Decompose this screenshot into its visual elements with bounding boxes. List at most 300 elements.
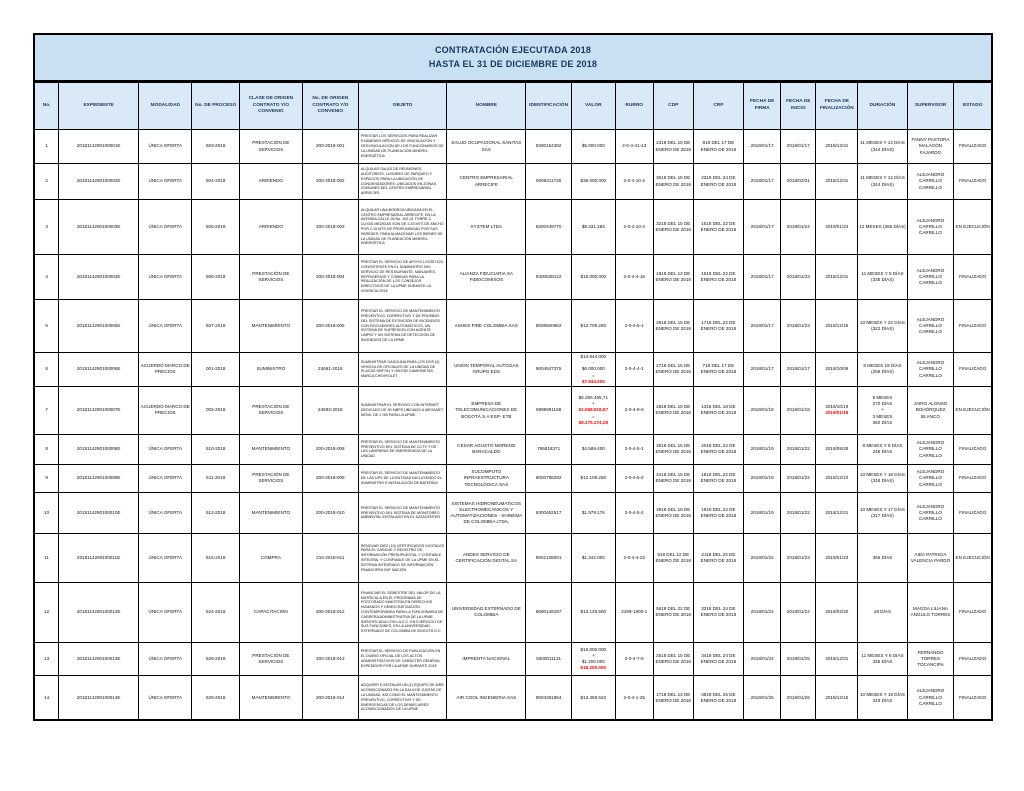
cell-origen: 24661-2018 xyxy=(302,353,358,387)
cell-firma: 2018/01/19 xyxy=(744,464,781,492)
cell-duracion: 10 MESES Y 22 DÍAS (322 DÍAS) xyxy=(858,300,907,353)
cell-clase: ARRIENDO xyxy=(239,164,302,200)
cell-origen: 200-2018-003 xyxy=(302,200,358,255)
cell-modalidad: ÚNICA OFERTA xyxy=(139,582,192,642)
cell-estado: EN EJECUCIÓN xyxy=(954,200,992,255)
cell-expediente: 2018114290100011E xyxy=(59,533,139,582)
cell-inicio: 2018/01/17 xyxy=(781,130,816,164)
cell-cdp: 3918 DEL 16 DE ENERO DE 2018 xyxy=(653,492,693,533)
cell-inicio: 2018/01/26 xyxy=(781,675,816,720)
cell-modalidad: ÚNICA OFERTA xyxy=(139,300,192,353)
cell-fin: 2018/12/10 xyxy=(816,464,858,492)
cell-modalidad: ACUERDO MARCO DE PRECIOS xyxy=(139,386,192,434)
cell-crp: 2318 DEL 24 DE ENERO DE 2018 xyxy=(693,164,743,200)
cell-firma: 2018/01/22 xyxy=(744,533,781,582)
cell-duracion: 8 MESES 19 DÍAS (259 DÍAS) xyxy=(858,353,907,387)
cell-firma: 2018/01/18 xyxy=(744,386,781,434)
cell-supervisor: FANNY PASTORA MALAGÓN FAJARDO xyxy=(907,130,954,164)
cell-nombre: CENTRO EMPRESARIAL ARRECIFE xyxy=(447,164,526,200)
cell-expediente: 2018114290100002E xyxy=(59,164,139,200)
cell-inicio: 2018/01/18 xyxy=(781,386,816,434)
cell-inicio: 2018/01/25 xyxy=(781,642,816,675)
cell-objeto: ALQUILAR SALAS DE REUNIONES, AUDITORIOS, LUGARES DE PARQUEO Y ESPACIOS PARA LA UBICACIÓN DE CONDENSADORES, UBICADOS EN ZONAS COMUNES DEL CENTRO EMPRESARIAL ARRECIFE. xyxy=(358,164,446,200)
cell-valor: $36.000.000 xyxy=(571,164,615,200)
cell-firma: 2018/01/25 xyxy=(744,675,781,720)
cell-valor: $4.589.400 xyxy=(571,434,615,464)
cell-valor: $5.000.000 xyxy=(571,130,615,164)
cell-firma: 2018/01/19 xyxy=(744,492,781,533)
cell-estado: EN EJECUCIÓN xyxy=(954,533,992,582)
cell-nombre: CESAR AGUSTO MORENO BARACALDO xyxy=(447,434,526,464)
cell-rubro: 2199-1900-1 xyxy=(615,582,653,642)
cell-valor: $16.000.000 + $1.200.000 $18.200.000 xyxy=(571,642,615,675)
cell-origen: 200-2018-005 xyxy=(302,300,358,353)
cell-clase: PRESTACIÓN DE SERVICIOS xyxy=(239,642,302,675)
contracts-report xyxy=(33,33,993,721)
cell-crp: 1618 DEL 22 DE ENERO DE 2018 xyxy=(693,255,743,300)
cell-identificacion: 9004547375 xyxy=(526,353,572,387)
cell-inicio: 2018/02/01 xyxy=(781,164,816,200)
cell-objeto: PRESTAR EL SERVICIO DE MANTENIMIENTO DE LAS UPS DE LA ENTIDAD INCLUYENDO EL SUMINISTRO E INSTALACIÓN DE BATERÍAS xyxy=(358,464,446,492)
cell-modalidad: ÚNICA OFERTA xyxy=(139,434,192,464)
column-header-inicio: FECHA DE INICIO xyxy=(781,82,816,130)
cell-rubro: 2-0-4-4-1 xyxy=(615,353,653,387)
cell-rubro: 2-0-4-5-1 xyxy=(615,300,653,353)
cell-crp: 1518 DEL 22 DE ENERO DE 2018 xyxy=(693,200,743,255)
cell-objeto: PRESTAR LOS SERVICIOS PARA REALIZAR EXÁMENES MÉDICOS DE VINCULACIÓN Y DESVINCULACIÓN DE LOS FUNCIONARIOS DE LA UNIDAD DE PLANEACIÓN MINERO-ENERGÉTICA xyxy=(358,130,446,164)
table-row xyxy=(34,492,992,533)
cell-supervisor: ALEJANDRO CARRILLO CARRILLO xyxy=(907,255,954,300)
cell-identificacion: 8300449770 xyxy=(526,200,572,255)
table-header xyxy=(34,82,992,130)
cell-no: 9 xyxy=(34,464,59,492)
column-header-crp: CRP xyxy=(693,82,743,130)
cell-cdp: 3418 DEL 15 DE ENERO DE 2018 xyxy=(653,464,693,492)
cell-no: 12 xyxy=(34,582,59,642)
cell-firma: 2018/01/17 xyxy=(744,255,781,300)
cell-estado: FINALIZADO xyxy=(954,675,992,720)
cell-no: 8 xyxy=(34,434,59,464)
column-header-duracion: DURACIÓN xyxy=(858,82,907,130)
cell-duracion: 11 MESES Y 5 DÍAS (335 DÍAS) xyxy=(858,255,907,300)
cell-cdp: 2718 DEL 15 DE ENERO DE 2018 xyxy=(653,353,693,387)
cell-duracion: 11 MESES Y 14 DÍAS (344 DÍAS) xyxy=(858,130,907,164)
cell-objeto: PRESTAR EL SERVICIO DE MANTENIMIENTO PREVENTIVO DEL SISTEMA DE CCTV Y DE LAS LÁMPARAS DE EMERGENCIA DE LA UNIDAD xyxy=(358,434,446,464)
cell-no: 11 xyxy=(34,533,59,582)
cell-valor: $13.944.000 - $6.000.000 = $7.944.000 xyxy=(571,353,615,387)
cell-expediente: 2018114290100003E xyxy=(59,200,139,255)
column-header-origen: No. DE ORIGEN CONTRATO Y/O CONVENIO xyxy=(302,82,358,130)
table-row xyxy=(34,386,992,434)
table-row xyxy=(34,434,992,464)
cell-expediente: 2018114290100005E xyxy=(59,300,139,353)
cell-proceso: 507-2018 xyxy=(192,300,240,353)
cell-nombre: ALIANZA FIDUCIARIA SA FIDEICOMISOS xyxy=(447,255,526,300)
table-row xyxy=(34,675,992,720)
cell-rubro: 2-0-4-1-25 xyxy=(615,675,653,720)
cell-modalidad: ÚNICA OFERTA xyxy=(139,492,192,533)
cell-duracion: 10 MESES Y 17 DÍAS (317 DÍAS) xyxy=(858,492,907,533)
cell-estado: FINALIZADO xyxy=(954,434,992,464)
column-header-rubro: RUBRO xyxy=(615,82,653,130)
cell-estado: FINALIZADO xyxy=(954,353,992,387)
cell-rubro: 2-0-4-5-2 xyxy=(615,464,653,492)
cell-expediente: 2018114290100001E xyxy=(59,130,139,164)
cell-modalidad: ÚNICA OFERTA xyxy=(139,164,192,200)
cell-crp: 1318 DEL 18 DE ENERO DE 2018 xyxy=(693,386,743,434)
cell-valor: $12.108.250 xyxy=(571,464,615,492)
cell-proceso: 002-2018 xyxy=(192,386,240,434)
cell-fin: 2018/02/20 xyxy=(816,582,858,642)
cell-fin: 2018/12/31 xyxy=(816,164,858,200)
cell-rubro: 2-0-4-4-18 xyxy=(615,255,653,300)
cell-proceso: 511-2018 xyxy=(192,464,240,492)
cell-nombre: EMPRESA DE TELECOMUNICACIONES DE BOGOTÁ S.A ESP- ETB xyxy=(447,386,526,434)
cell-fin: 2018/12/31 xyxy=(816,642,858,675)
cell-no: 5 xyxy=(34,300,59,353)
cell-identificacion: 8300154392 xyxy=(526,130,572,164)
cell-supervisor: ALEJANDRO CARRILLO CARRILLO xyxy=(907,434,954,464)
cell-proceso: 505-2018 xyxy=(192,200,240,255)
cell-inicio: 2018/01/22 xyxy=(781,464,816,492)
column-header-firma: FECHA DE FIRMA xyxy=(744,82,781,130)
cell-crp: 1718 DEL 22 DE ENERO DE 2018 xyxy=(693,300,743,353)
cell-proceso: 506-2018 xyxy=(192,255,240,300)
cell-modalidad: ÚNICA OFERTA xyxy=(139,255,192,300)
cell-inicio: 2018/01/22 xyxy=(781,434,816,464)
cell-fin: 2018/10/06 xyxy=(816,353,858,387)
cell-no: 14 xyxy=(34,675,59,720)
cell-origen: 200-2018-013 xyxy=(302,642,358,675)
column-header-valor: VALOR xyxy=(571,82,615,130)
cell-clase: MANTENIMIENTO xyxy=(239,675,302,720)
cell-cdp: 2318 DEL 15 DE ENERO DE 2018 xyxy=(653,130,693,164)
cell-crp: 1818 DEL 22 DE ENERO DE 2018 xyxy=(693,464,743,492)
cell-identificacion: 8300462517 xyxy=(526,492,572,533)
cell-duracion: 11 MESES Y 14 DÍAS (344 DÍAS) xyxy=(858,164,907,200)
cell-modalidad: ÚNICA OFERTA xyxy=(139,464,192,492)
cell-rubro: 2-0-4-41-13 xyxy=(615,130,653,164)
cell-cdp: 1718 DEL 13 DE ENERO DE 2018 xyxy=(653,675,693,720)
cell-firma: 2018/01/17 xyxy=(744,200,781,255)
cell-fin: 2019/01/24 xyxy=(816,200,858,255)
column-header-proceso: No. DE PROCESO xyxy=(192,82,240,130)
cell-supervisor: ALEJANDRO CARRILLO CARRILLO xyxy=(907,300,954,353)
cell-no: 3 xyxy=(34,200,59,255)
cell-cdp: 918 DEL 12 DE ENERO DE 2018 xyxy=(653,533,693,582)
cell-supervisor: ALEJANDRO CARRILLO CARRILLO xyxy=(907,464,954,492)
cell-nombre: UNIÓN TEMPORAL AUTOGAS GRUPO EDS xyxy=(447,353,526,387)
cell-no: 4 xyxy=(34,255,59,300)
cell-clase: PRESTACIÓN DE SERVICIOS xyxy=(239,386,302,434)
cell-clase: SUMINISTRO xyxy=(239,353,302,387)
table-row xyxy=(34,353,992,387)
cell-supervisor: ALEJANDRO CARRILLO CARRILLO xyxy=(907,164,954,200)
cell-crp: 818 DEL 17 DE ENERO DE 2018 xyxy=(693,130,743,164)
cell-modalidad: ACUERDO MARCO DE PRECIOS xyxy=(139,353,192,387)
cell-identificacion: 8600149187 xyxy=(526,582,572,642)
cell-identificacion: 8000798292 xyxy=(526,464,572,492)
cell-nombre: SUCOMPUTO INFRAESTRUCTURA TECNOLÓGICA SAS xyxy=(447,464,526,492)
cell-identificacion: 795918371 xyxy=(526,434,572,464)
cell-origen: 200-2018-012 xyxy=(302,582,358,642)
cell-duracion: 8 MESES Y 6 DÍAS 246 DÍAS xyxy=(858,434,907,464)
report-title-line1: CONTRATACIÓN EJECUTADA 2018 xyxy=(434,45,592,55)
cell-supervisor: ALEJANDRO CARRILLO CARRILLO xyxy=(907,200,954,255)
column-header-modalidad: MODALIDAD xyxy=(139,82,192,130)
cell-clase: MANTENIMIENTO xyxy=(239,434,302,464)
cell-firma: 2018/01/19 xyxy=(744,434,781,464)
cell-cdp: 5618 DEL 22 DE ENERO DE 2018 xyxy=(653,582,693,642)
cell-valor: $12.709.280 xyxy=(571,300,615,353)
cell-inicio: 2018/01/23 xyxy=(781,300,816,353)
column-header-nombre: NOMBRE xyxy=(447,82,526,130)
cell-objeto: ALQUILAR UNA BODEGA UBICADA EN EL CENTRO EMPRESARIAL ARRECIFE, EN LA AVENIDA CALLE 26 No. 102-01 TORRE 2, CUYAS MEDIDAS SON DE 2.25 MTS DE ANCHO POR 2.15 MTS DE PROFUNDIDAD POR SUS PAREDES, PARA ALMACENAR LOS BIENES DE LA UNIDAD DE PLANEACIÓN MINERO-ENERGÉTICA xyxy=(358,200,446,255)
cell-fin: 2018/12/15 xyxy=(816,675,858,720)
cell-nombre: AIR COOL INGENIERIA SAS xyxy=(447,675,526,720)
cell-objeto: ADQUIRIR E INSTALAR UN (1) EQUIPO DE AIRE ACONDICIONADO EN LA SALA DE JUNTAS DE LA UNIDAD, ASÍ COMO EL MANTENIMIENTO PREVENTIVO, CORRECTIVO Y DE EMERGENCIAS DE LOS DEMÁS AIRES ACONDICIONADOS DE LA UPME xyxy=(358,675,446,720)
cell-estado: FINALIZADO xyxy=(954,464,992,492)
cell-clase: PRESTACIÓN DE SERVICIOS xyxy=(239,130,302,164)
column-header-supervisor: SUPERVISOR xyxy=(907,82,954,130)
cell-expediente: 2018114290100010E xyxy=(59,492,139,533)
cell-rubro: 2-0-4-5-2 xyxy=(615,492,653,533)
cell-valor: $6.306.455,71 + $1.068.818,57 = $8.375.274,28 xyxy=(571,386,615,434)
cell-identificacion: 8300011131 xyxy=(526,642,572,675)
cell-clase: MANTENIMIENTO xyxy=(239,300,302,353)
cell-clase: COMPRA xyxy=(239,533,302,582)
cell-objeto: SUMINISTRAR EL SERVICIO CON INTERNET DEDICADO DE 30 MBPS UBICADO A MEGANET MÓVIL DE 2 GB PARA LA UPME xyxy=(358,386,446,434)
cell-proceso: 001-2018 xyxy=(192,353,240,387)
cell-crp: 2118 DEL 23 DE ENERO DE 2018 xyxy=(693,533,743,582)
cell-crp: 3418 DEL 24 DE ENERO DE 2018 xyxy=(693,642,743,675)
cell-expediente: 2018114290100012E xyxy=(59,582,139,642)
cell-supervisor: AIDA PATRICIA VALENCIA PARDO xyxy=(907,533,954,582)
cell-duracion: 28 DÍAS xyxy=(858,582,907,642)
cell-proceso: 503-2018 xyxy=(192,130,240,164)
cell-expediente: 2018114290100006E xyxy=(59,353,139,387)
cell-duracion: 9 MESES 270 DÍAS + 3 MESES 360 DÍAS xyxy=(858,386,907,434)
table-body xyxy=(34,130,992,721)
table-row xyxy=(34,642,992,675)
cell-estado: EN EJECUCIÓN xyxy=(954,386,992,434)
cell-fin: 2018/10/19 2019/01/19 xyxy=(816,386,858,434)
cell-fin: 2018/12/31 xyxy=(816,492,858,533)
column-header-cdp: CDP xyxy=(653,82,693,130)
cell-rubro: 2-0-4-7-6 xyxy=(615,642,653,675)
cell-objeto: FINANCIAR EL SEMESTRE DEL VALOR DE LA MATRÍCULA EN EL PROGRAMA DE POSTGRADO MAESTRÍA EN DERECHOS HUMANOS Y DEMOCRATIZACIÓN CONTEMPORÁNEA PARA LA FUNCIONARIA DE CARRERA ADMINISTRATIVA DE LA UPME, IDENTIFICADA CON LA C.C. EN EJERCICIO DE SUS FUNCIONES, EN LA UNIVERSIDAD EXTERNADO DE COLOMBIA DE BOGOTÁ D.C. xyxy=(358,582,446,642)
cell-nombre: UNIVERSIDAD EXTERNADO DE COLOMBIA xyxy=(447,582,526,642)
cell-origen: 200-2018-010 xyxy=(302,492,358,533)
cell-fin: 2018/12/31 xyxy=(816,255,858,300)
cell-fin: 2018/09/28 xyxy=(816,434,858,464)
cell-supervisor: ALEJANDRO CARRILLO CARRILLO xyxy=(907,353,954,387)
cell-cdp: 3218 DEL 15 DE ENERO DE 2018 xyxy=(653,200,693,255)
cell-estado: FINALIZADO xyxy=(954,130,992,164)
cell-origen: 200-2018-002 xyxy=(302,164,358,200)
cell-duracion: 10 MESES Y 18 DÍAS (318 DÍAS) xyxy=(858,464,907,492)
cell-inicio: 2018/01/22 xyxy=(781,492,816,533)
header-row xyxy=(34,82,992,130)
cell-clase: CAPACITACIÓN xyxy=(239,582,302,642)
cell-expediente: 2018114290100007E xyxy=(59,386,139,434)
cell-firma: 2018/01/17 xyxy=(744,300,781,353)
cell-nombre: ASHES FIRE COLOMBIA SAS xyxy=(447,300,526,353)
cell-no: 1 xyxy=(34,130,59,164)
cell-supervisor: MAGDA LILIANA ANGULO TORRES xyxy=(907,582,954,642)
cell-inicio: 2018/01/23 xyxy=(781,533,816,582)
cell-rubro: 2-0-4-8-6 xyxy=(615,386,653,434)
cell-origen: 200-2018-004 xyxy=(302,255,358,300)
cell-identificacion: 8999991158 xyxy=(526,386,572,434)
cell-cdp: 3018 DEL 15 DE ENERO DE 2018 xyxy=(653,164,693,200)
column-header-objeto: OBJETO xyxy=(358,82,446,130)
cell-duracion: 12 MESES (365 DÍAS) xyxy=(858,200,907,255)
cell-duracion: 365 DÍAS xyxy=(858,533,907,582)
cell-supervisor: ALEJANDRO CARRILLO CARRILLO xyxy=(907,675,954,720)
cell-objeto: RENOVAR DIEZ (10) CERTIFICADOS DIGITALES PARA EL CARGUE Y REGISTRO DE INFORMACIÓN PRESUPUESTAL Y CONTABLE INTEGRAL Y CONFIABLE DE LA UPME EN EL SISTEMA INTEGRADO DE INFORMACIÓN FINANCIERA SIIF NACIÓN xyxy=(358,533,446,582)
table-row xyxy=(34,300,992,353)
cell-proceso: 524-2018 xyxy=(192,582,240,642)
cell-origen: 200-2018-014 xyxy=(302,675,358,720)
cell-expediente: 2018114290100014E xyxy=(59,675,139,720)
cell-origen: 200-2018-009 xyxy=(302,464,358,492)
cell-objeto: PRESTAR EL SERVICIO DE APOYO LOGÍSTICO CONSISTENTE EN EL SUMINISTRO DEL SERVICIO DE RESTAURANTE, MANJARES, REFRIGERIOS Y COMIDAS PARA LA REALIZACIÓN DE LOS CONSEJOS DIRECTIVOS DE LA UPME DURANTE LA VIGENCIA 2018 xyxy=(358,255,446,300)
cell-nombre: ANDES SERVICIO DE CERTIFICACIÓN DIGITAL SA xyxy=(447,533,526,582)
cell-modalidad: ÚNICA OFERTA xyxy=(139,200,192,255)
cell-firma: 2018/01/24 xyxy=(744,642,781,675)
cell-inicio: 2018/01/24 xyxy=(781,582,816,642)
cell-expediente: 2018114290100004E xyxy=(59,255,139,300)
cell-no: 13 xyxy=(34,642,59,675)
cell-estado: FINALIZADO xyxy=(954,255,992,300)
cell-objeto: PRESTAR EL SERVICIO DE PUBLICACIÓN EN EL DIARIO OFICIAL DE LOS ACTOS ADMINISTRATIVOS DE CARÁCTER GENERAL EXPEDIDOS POR LA UPME DURANTE 2018 xyxy=(358,642,446,675)
cell-rubro: 2-0-4-4-23 xyxy=(615,533,653,582)
table-row xyxy=(34,130,992,164)
cell-inicio: 2018/01/17 xyxy=(781,353,816,387)
cell-cdp: 3618 DEL 15 DE ENERO DE 2018 xyxy=(653,434,693,464)
cell-estado: FINALIZADO xyxy=(954,582,992,642)
cell-rubro: 2-0-4-5-1 xyxy=(615,434,653,464)
cell-valor: $13.126.560 xyxy=(571,582,615,642)
cell-valor: $13.459.522 xyxy=(571,675,615,720)
cell-estado: FINALIZADO xyxy=(954,492,992,533)
cell-inicio: 2018/01/23 xyxy=(781,255,816,300)
cell-nombre: XYSTEM LTDA xyxy=(447,200,526,255)
cell-no: 2 xyxy=(34,164,59,200)
cell-firma: 2018/01/17 xyxy=(744,164,781,200)
table-row xyxy=(34,464,992,492)
cell-supervisor: ALEJANDRO CARRILLO CARRILLO xyxy=(907,492,954,533)
report-title xyxy=(33,33,993,81)
cell-clase: PRESTACIÓN DE SERVICIOS xyxy=(239,255,302,300)
cell-rubro: 2-0-4-10-2 xyxy=(615,164,653,200)
cell-supervisor: JAIRO ALONSO BOHÓRQUEZ BLANCO xyxy=(907,386,954,434)
cell-identificacion: 8300538122 xyxy=(526,255,572,300)
cell-firma: 2018/01/24 xyxy=(744,582,781,642)
cell-crp: 2018 DEL 22 DE ENERO DE 2018 xyxy=(693,434,743,464)
column-header-fin: FECHA DE FINALIZACIÓN xyxy=(816,82,858,130)
cell-objeto: PRESTAR EL SERVICIO DE MANTENIMIENTO PREVENTIVO DEL SISTEMA DE MONITOREO AMBIENTAL INSTALADO EN EL DATACENTER xyxy=(358,492,446,533)
cell-nombre: SISTEMAS HIDRONEUMATICOS ELECTROMECÁNICOS Y AUTOMATIZACIONES - SHINEMA DE COLOMBIA LTDA. xyxy=(447,492,526,533)
cell-no: 10 xyxy=(34,492,59,533)
table-row xyxy=(34,582,992,642)
report-title-line2: HASTA EL 31 DE DICIEMBRE DE 2018 xyxy=(428,58,598,69)
cell-crp: 3818 DEL 25 DE ENERO DE 2018 xyxy=(693,675,743,720)
cell-fin: 2018/12/31 xyxy=(816,130,858,164)
cell-objeto: SUMINISTRAR GASOLINA PARA LOS DOS (2) VEHÍCULOS OFICIALES DE LA UNIDAD DE PLACAS OBF781 Y OBJ782 CAMIONETAS MARCA CHEVROLET xyxy=(358,353,446,387)
cell-valor: $1.979.176 xyxy=(571,492,615,533)
cell-crp: 3318 DEL 24 DE ENERO DE 2018 xyxy=(693,582,743,642)
cell-valor: $1.342.000 xyxy=(571,533,615,582)
table-row xyxy=(34,255,992,300)
table-row xyxy=(34,164,992,200)
cell-objeto: PRESTAR EL SERVICIO DE MANTENIMIENTO PREVENTIVO, CORRECTIVO Y DE PRUEBAS DEL SISTEMA DE EXTINCIÓN DE INCENDIOS CON ROCIADORES AUTOMÁTICOS, UN SISTEMA DE SUPRESIÓN CON AGENTE LIMPIO Y UN SISTEMA DE DETECCIÓN DE INCENDIOS DE LA UPME xyxy=(358,300,446,353)
cell-fin: 2019/01/23 xyxy=(816,533,858,582)
cell-cdp: 2918 DEL 15 DE ENERO DE 2018 xyxy=(653,300,693,353)
table-row xyxy=(34,200,992,255)
cell-estado: FINALIZADO xyxy=(954,642,992,675)
cell-expediente: 2018114290100008E xyxy=(59,434,139,464)
cell-inicio: 2018/01/24 xyxy=(781,200,816,255)
cell-expediente: 2018114290100013E xyxy=(59,642,139,675)
contracts-table xyxy=(33,81,993,721)
cell-modalidad: ÚNICA OFERTA xyxy=(139,533,192,582)
cell-crp: 718 DEL 17 DE ENERO DE 2018 xyxy=(693,353,743,387)
cell-proceso: 515-2018 xyxy=(192,533,240,582)
cell-rubro: 2-0-4-10-2 xyxy=(615,200,653,255)
cell-fin: 2018/12/15 xyxy=(816,300,858,353)
cell-modalidad: ÚNICA OFERTA xyxy=(139,642,192,675)
column-header-estado: ESTADO xyxy=(954,82,992,130)
cell-origen: 200-2018-008 xyxy=(302,434,358,464)
cell-proceso: 529-2018 xyxy=(192,675,240,720)
cell-identificacion: 9008500982 xyxy=(526,300,572,353)
cell-modalidad: ÚNICA OFERTA xyxy=(139,130,192,164)
cell-cdp: 1818 DEL 13 DE ENERO DE 2018 xyxy=(653,255,693,300)
cell-modalidad: ÚNICA OFERTA xyxy=(139,675,192,720)
cell-estado: FINALIZADO xyxy=(954,164,992,200)
column-header-identificacion: IDENTIFICACIÓN xyxy=(526,82,572,130)
cell-clase: PRESTACIÓN DE SERVICIOS xyxy=(239,464,302,492)
cell-origen: 24693-2018 xyxy=(302,386,358,434)
cell-clase: ARRIENDO xyxy=(239,200,302,255)
cell-origen: 200-2018-001 xyxy=(302,130,358,164)
cell-proceso: 528-2018 xyxy=(192,642,240,675)
cell-clase: MANTENIMIENTO xyxy=(239,492,302,533)
cell-expediente: 2018114290100009E xyxy=(59,464,139,492)
cell-proceso: 504-2018 xyxy=(192,164,240,200)
cell-no: 7 xyxy=(34,386,59,434)
cell-duracion: 11 MESES Y 6 DÍAS 336 DÍAS xyxy=(858,642,907,675)
cell-estado: FINALIZADO xyxy=(954,300,992,353)
cell-identificacion: 9008411726 xyxy=(526,164,572,200)
cell-crp: 1918 DEL 22 DE ENERO DE 2018 xyxy=(693,492,743,533)
cell-cdp: 2818 DEL 15 DE ENERO DE 2018 xyxy=(653,386,693,434)
column-header-expediente: EXPEDIENTE xyxy=(59,82,139,130)
cell-duracion: 10 MESES Y 19 DÍAS 319 DÍAS xyxy=(858,675,907,720)
cell-proceso: 512-2018 xyxy=(192,492,240,533)
cell-firma: 2018/01/17 xyxy=(744,130,781,164)
cell-firma: 2018/01/17 xyxy=(744,353,781,387)
cell-proceso: 510-2018 xyxy=(192,434,240,464)
cell-supervisor: FERNANDO TORRES TOCANCIPA xyxy=(907,642,954,675)
cell-cdp: 2518 DEL 15 DE ENERO DE 2018 xyxy=(653,642,693,675)
column-header-no: No. xyxy=(34,82,59,130)
cell-identificacion: 9004281864 xyxy=(526,675,572,720)
cell-no: 6 xyxy=(34,353,59,387)
table-row xyxy=(34,533,992,582)
